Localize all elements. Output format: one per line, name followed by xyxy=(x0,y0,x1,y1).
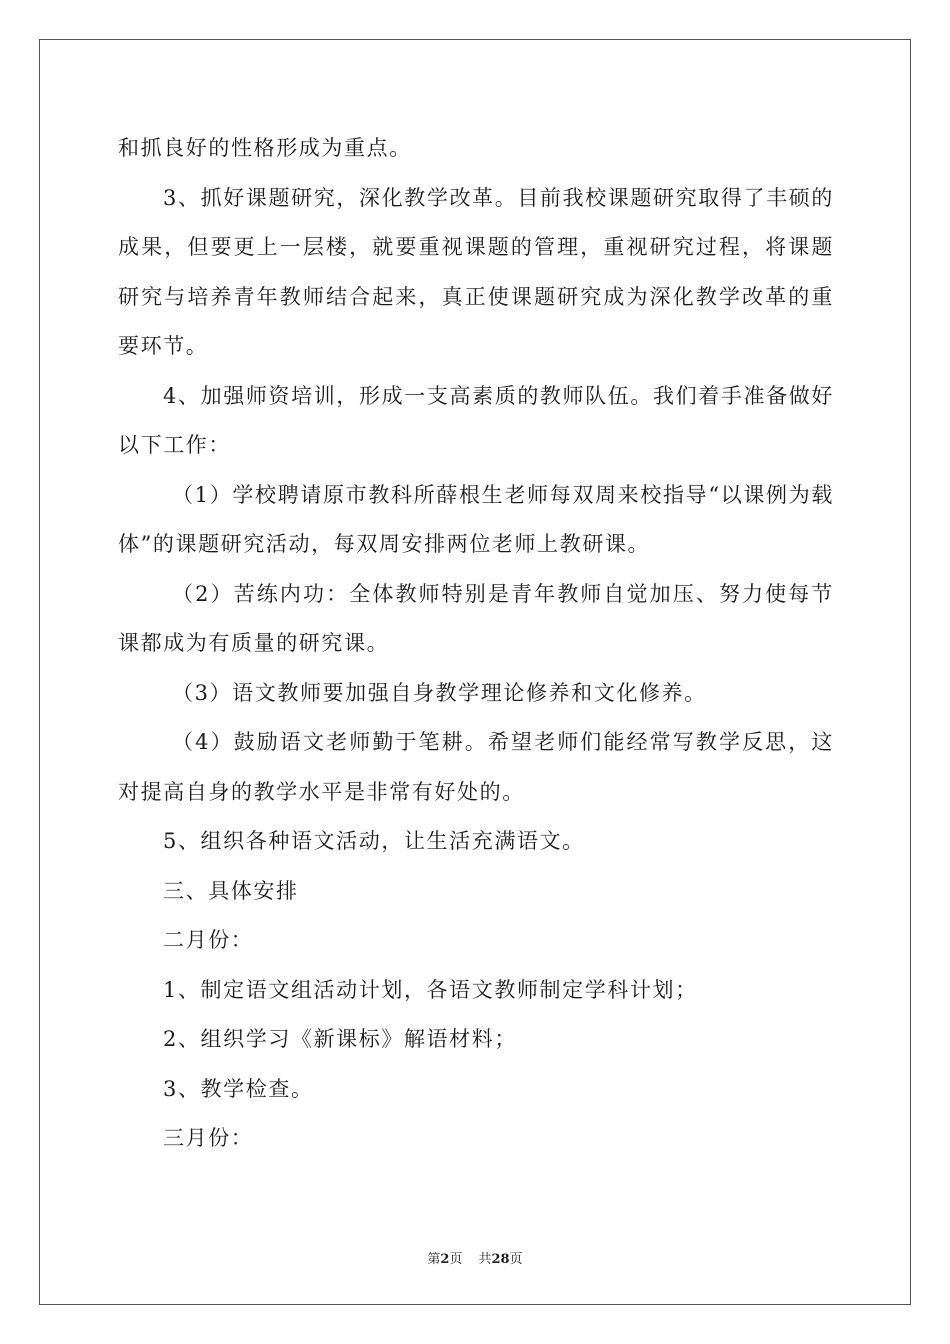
list-item: 3、教学检查。 xyxy=(163,1076,314,1101)
paragraph: （2）苦练内功：全体教师特别是青年教师自觉加压、努力使每节课都成为有质量的研究课。 xyxy=(118,581,834,655)
paragraph: （3）语文教师要加强自身教学理论修养和文化修养。 xyxy=(172,680,707,705)
list-item: 2、组织学习《新课标》解语材料； xyxy=(163,1027,517,1051)
section-heading: 三、具体安排 xyxy=(163,878,299,903)
total-prefix: 共 xyxy=(478,1252,492,1267)
paragraph: （4）鼓励语文老师勤于笔耕。希望老师们能经常写教学反思，这对提高自身的教学水平是非常有好处的。 xyxy=(118,730,834,804)
page-number: 2 xyxy=(440,1252,450,1267)
total-pages: 28 xyxy=(491,1252,510,1267)
page-prefix: 第 xyxy=(427,1252,441,1267)
paragraph: 5、组织各种语文活动，让生活充满语文。 xyxy=(163,829,585,853)
month-heading: 三月份： xyxy=(163,1126,254,1150)
month-heading: 二月份： xyxy=(163,928,254,952)
paragraph: 3、抓好课题研究，深化教学改革。目前我校课题研究取得了丰硕的成果，但要更上一层楼，就要重视课题的管理，重视研究过程，将课题研究与培养青年教师结合起来，真正使课题研究成为深化教学改革的重要环节。 xyxy=(118,185,834,358)
paragraph: （1）学校聘请原市教科所薛根生老师每双周来校指导“以课例为载体”的课题研究活动，每双周安排两位老师上教研课。 xyxy=(118,482,834,556)
page-suffix: 页 xyxy=(449,1252,463,1267)
total-suffix: 页 xyxy=(509,1252,523,1267)
list-item: 1、制定语文组活动计划，各语文教师制定学科计划； xyxy=(163,977,698,1002)
paragraph: 4、加强师资培训，形成一支高素质的教师队伍。我们着手准备做好以下工作： xyxy=(118,383,834,457)
document-body xyxy=(118,124,834,1164)
paragraph: 和抓良好的性格形成为重点。 xyxy=(118,136,412,160)
page-footer xyxy=(0,1248,950,1267)
